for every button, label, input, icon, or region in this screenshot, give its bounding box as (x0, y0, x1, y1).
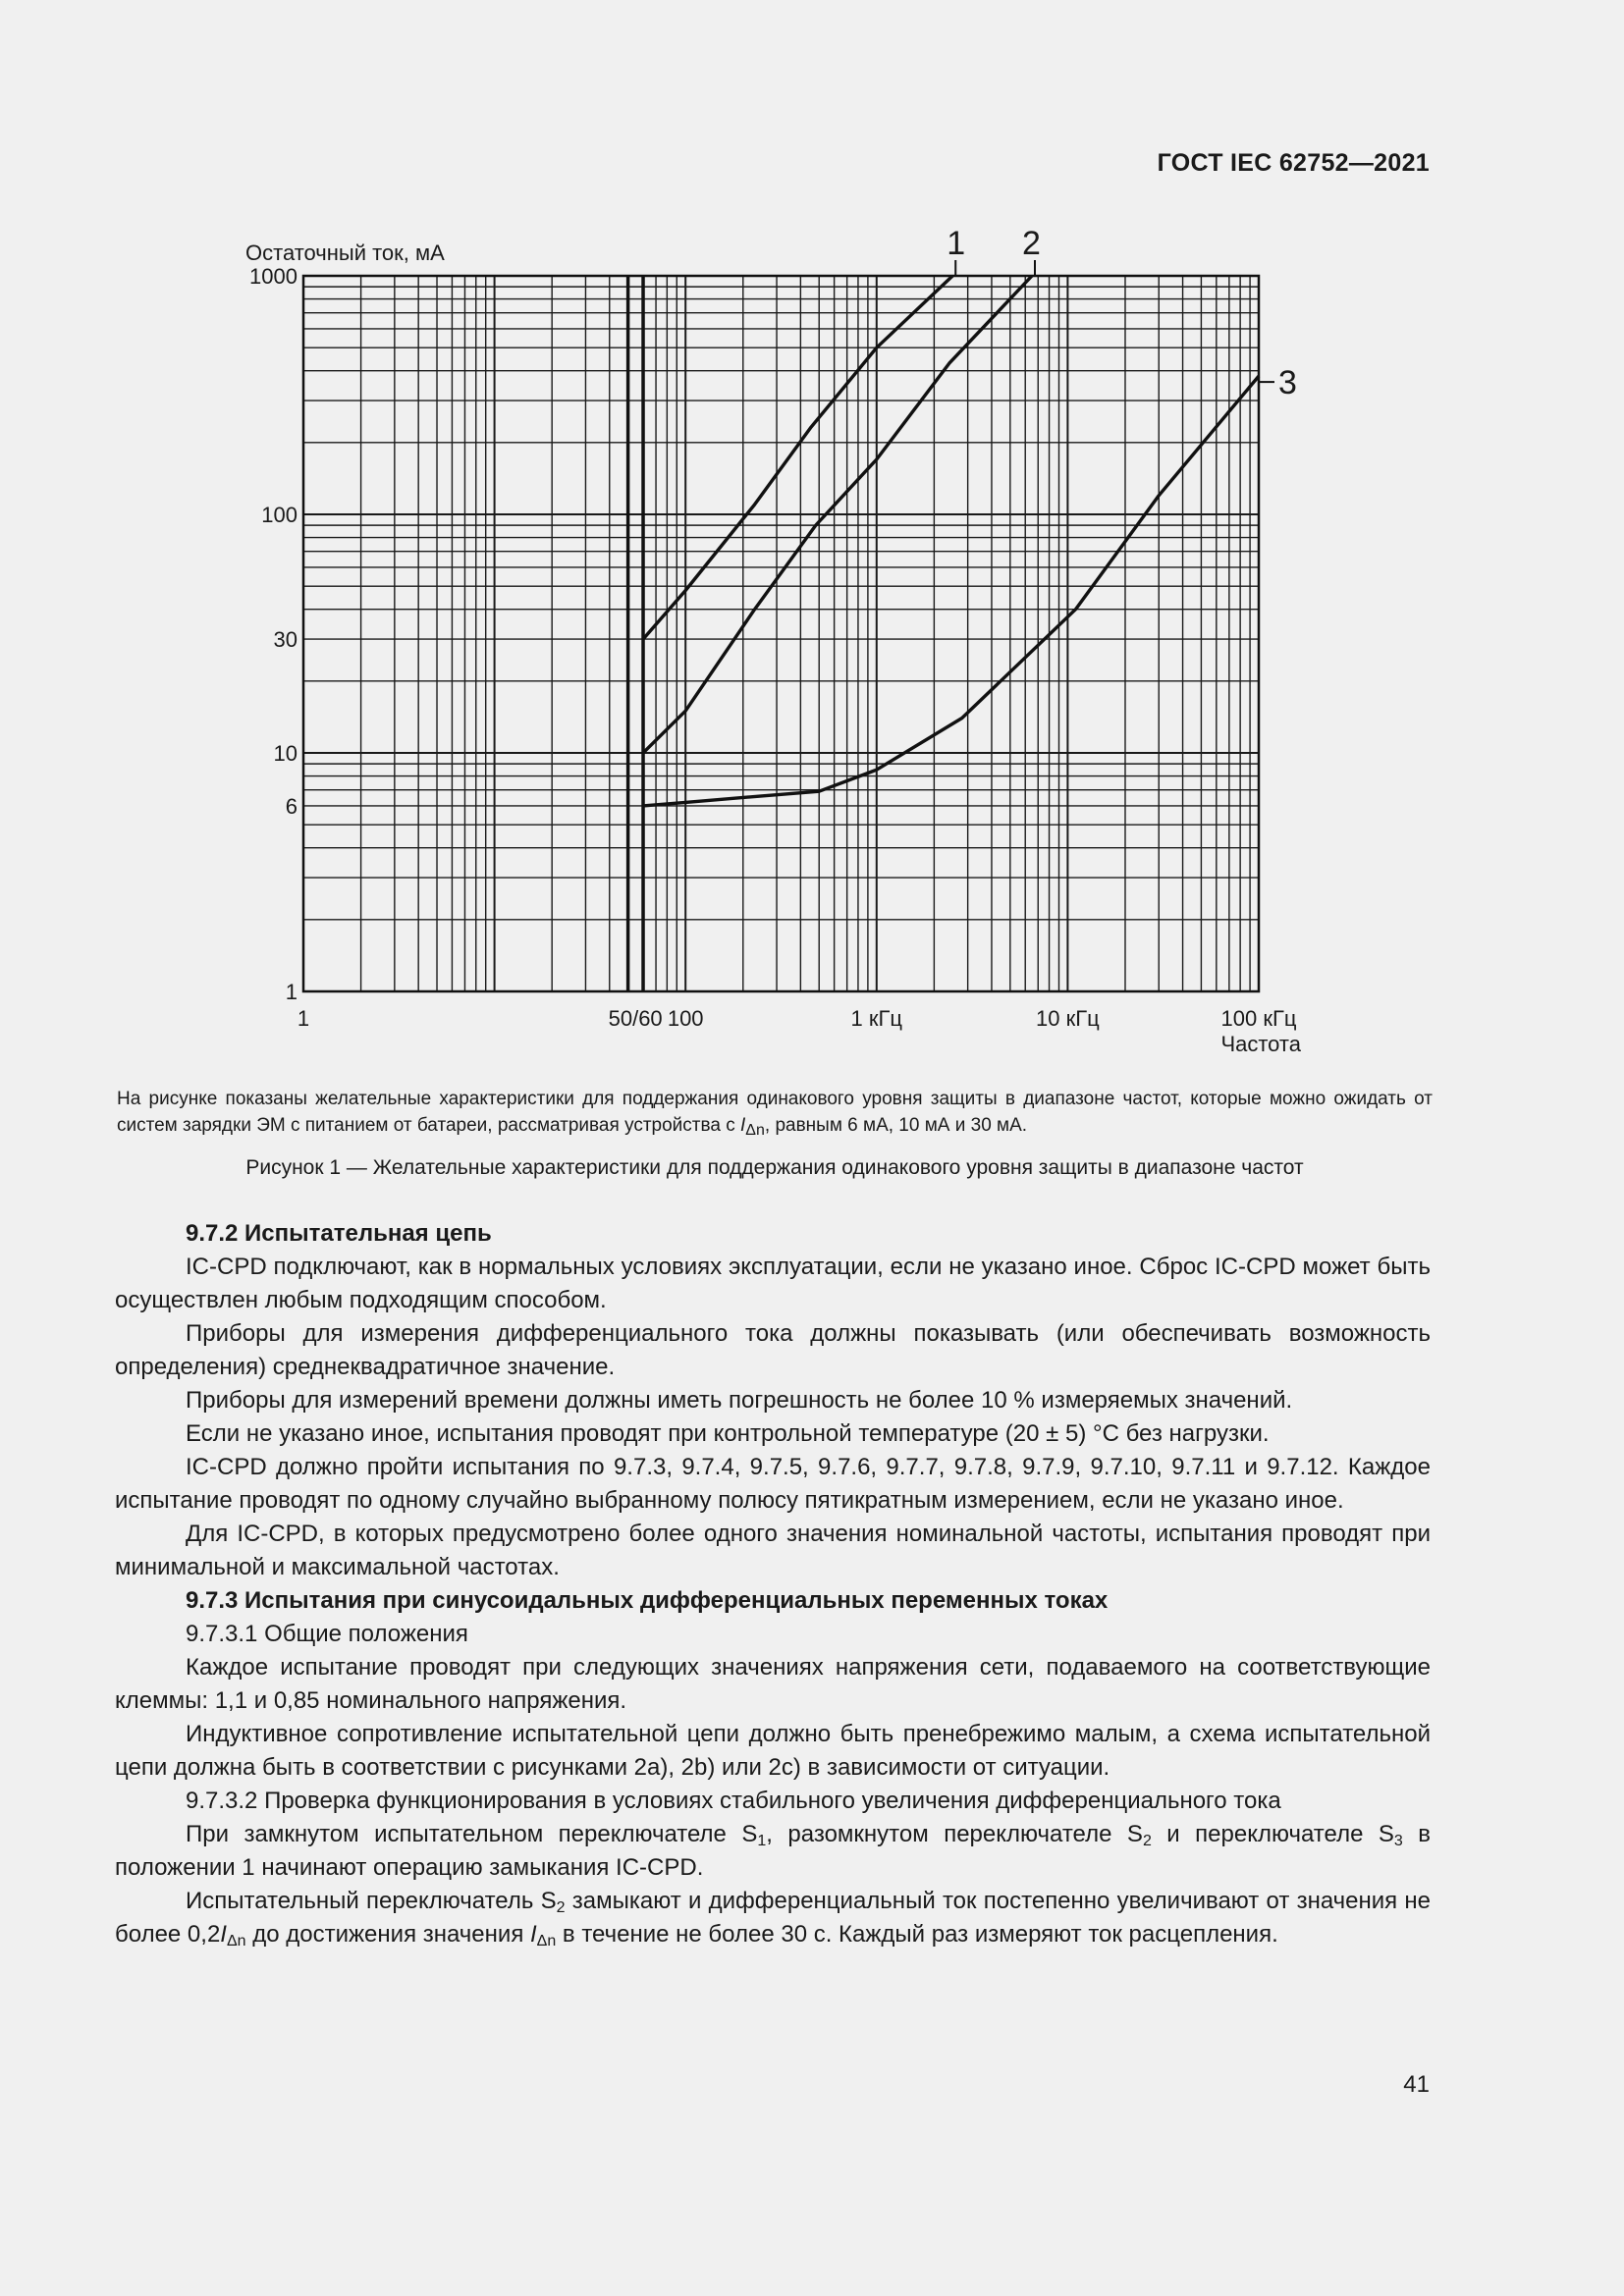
paragraph: Для IC-CPD, в которых предусмотрено более одного значения номинальной частоты, испытания проводят при минимальной и максимальной частотах. (115, 1521, 1431, 1580)
curve-1 (643, 276, 952, 639)
chart-border (303, 276, 1259, 991)
y-tick-label: 6 (285, 793, 298, 819)
x-tick-label: 100 кГц (1220, 1006, 1297, 1031)
paragraph: Индуктивное сопротивление испытательной цепи должно быть пренебрежимо малым, а схема испытательной цепи должна быть в соответствии с рисунками 2а), 2b) или 2с) в зависимости от ситуации. (115, 1721, 1431, 1781)
chart-grid (303, 276, 1259, 991)
y-tick-label: 30 (273, 627, 298, 653)
x-tick-label: 1 кГц (850, 1006, 903, 1031)
paragraph: IC-CPD подключают, как в нормальных условиях эксплуатации, если не указано иное. Сброс IC-CPD может быть осуществлен любым подходящим способом. (115, 1254, 1431, 1313)
y-tick-label: 10 (273, 741, 298, 766)
x-tick-label: 1 (297, 1006, 310, 1031)
y-tick-label: 1000 (249, 264, 298, 289)
chart-frame (303, 276, 1259, 991)
paragraph: Приборы для измерений времени должны иметь погрешность не более 10 % измеряемых значений. (186, 1387, 1293, 1414)
mains-frequency-lines (628, 276, 643, 991)
chart-ticks (249, 264, 1297, 1031)
curve-1-label: 1 (947, 225, 966, 262)
paragraph: Каждое испытание проводят при следующих значениях напряжения сети, подаваемого на соответствующие клеммы: 1,1 и 0,85 номинального напряжения. (115, 1654, 1431, 1714)
x-tick-label: 100 (667, 1006, 704, 1031)
curve-2-label: 2 (1021, 225, 1041, 262)
y-tick-label: 1 (285, 980, 298, 1004)
chart-labels (245, 225, 1302, 1056)
y-tick-label: 100 (261, 503, 298, 527)
frequency-characteristic-chart (0, 0, 1624, 1070)
x-tick-label: 10 кГц (1036, 1006, 1100, 1031)
section-heading-9-7-3: 9.7.3 Испытания при синусоидальных дифференциальных переменных токах (186, 1587, 1109, 1614)
x-axis-label: Частота (1220, 1032, 1301, 1056)
curve-3-label: 3 (1278, 364, 1297, 402)
paragraph: При замкнутом испытательном переключателе $S_1$, разомкнутом переключателе $S_2$ и переключателе $S_3$ в положении 1 начинают операцию замыкания IC-CPD. (115, 1821, 1432, 1881)
figure-note: На рисунке показаны желательные характеристики для поддержания одинакового уровня защиты в диапазоне частот, которые можно ожидать от систем зарядки ЭМ с питанием от батареи, рассматривая устройства с $I_{\Delta n}$, равным 6 мА, 10 мА и 30 мА. (117, 1089, 1433, 1139)
chart-curves (643, 276, 1259, 806)
page-number: 41 (1403, 2071, 1430, 2098)
curve-3 (643, 376, 1259, 806)
subsection-heading-9-7-3-1: 9.7.3.1 Общие положения (186, 1621, 468, 1647)
x-tick-label: 50/60 (608, 1006, 663, 1031)
subsection-heading-9-7-3-2: 9.7.3.2 Проверка функционирования в условиях стабильного увеличения дифференциального тока (186, 1788, 1281, 1814)
paragraph: Если не указано иное, испытания проводят при контрольной температуре (20 ± 5) °С без нагрузки. (186, 1420, 1270, 1447)
standard-header: ГОСТ IEC 62752—2021 (1157, 149, 1430, 177)
figure-caption: Рисунок 1 — Желательные характеристики для поддержания одинакового уровня защиты в диапазоне частот (245, 1156, 1304, 1179)
paragraph: IC-CPD должно пройти испытания по 9.7.3, 9.7.4, 9.7.5, 9.7.6, 9.7.7, 9.7.8, 9.7.9, 9.7.10, 9.7.11 и 9.7.12. Каждое испытание проводят по одному случайно выбранному полюсу пятикратным измерением, если не указано иное. (115, 1454, 1431, 1514)
paragraph: Приборы для измерения дифференциального тока должны показывать (или обеспечивать возможность определения) среднеквадратичное значение. (115, 1320, 1431, 1380)
section-heading-9-7-2: 9.7.2 Испытательная цепь (186, 1220, 492, 1247)
y-axis-label: Остаточный ток, мА (245, 240, 445, 265)
body-text (115, 1217, 1431, 1951)
paragraph: Испытательный переключатель $S_2$ замыкают и дифференциальный ток постепенно увеличивают от значения не более $0,2I_{\Delta n}$ до достижения значения $I_{\Delta n}$ в течение не более 30 с. Каждый раз измеряют ток расцепления. (115, 1888, 1432, 1949)
